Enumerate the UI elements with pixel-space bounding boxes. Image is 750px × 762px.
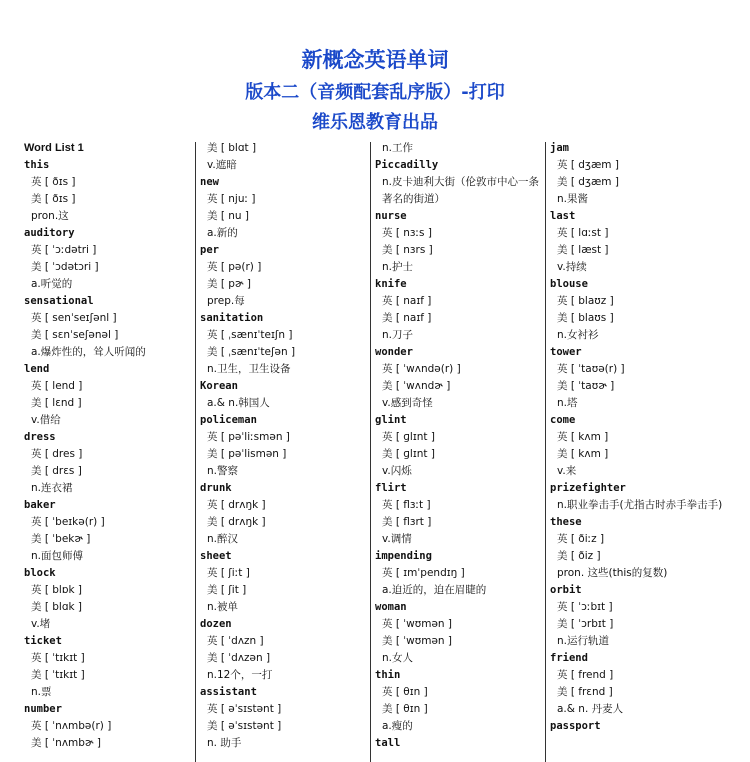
pronunciation: 美 [ ˈwʌndɚ ] — [382, 380, 451, 392]
pronunciation: 英 [ pə(r) ] — [207, 261, 262, 273]
vocab-word: passport — [550, 720, 601, 732]
pronunciation: 英 [ ˈwʊmən ] — [382, 618, 453, 630]
pronunciation: 英 [ ˈdʌzn ] — [207, 635, 264, 647]
pronunciation: 美 [ læst ] — [557, 244, 609, 256]
definition: n.运行轨道 — [557, 635, 609, 647]
vocab-word: thin — [375, 669, 401, 681]
definition: v.闪烁 — [382, 465, 412, 477]
word-list-heading: Word List 1 — [24, 142, 84, 154]
pronunciation: 英 [ ʃiːt ] — [207, 567, 250, 579]
pronunciation: 美 [ drʌŋk ] — [207, 516, 266, 528]
definition: a.新的 — [207, 227, 238, 239]
pronunciation: 美 [ ˈtaʊɚ ] — [557, 380, 615, 392]
definition: n.被单 — [207, 601, 238, 613]
definition: n.醉汉 — [207, 533, 238, 545]
pronunciation: 美 [ θɪn ] — [382, 703, 428, 715]
pronunciation: 英 [ ðɪs ] — [31, 176, 76, 188]
pronunciation: 美 [ blɑt ] — [207, 142, 257, 154]
vocab-word: sanitation — [200, 312, 264, 324]
word-column-2 — [200, 140, 366, 750]
vocab-word: sheet — [200, 550, 232, 562]
vocab-word: flirt — [375, 482, 407, 494]
definition: n.护士 — [382, 261, 413, 273]
vocab-word: number — [24, 703, 62, 715]
pronunciation: 英 [ ðiːz ] — [557, 533, 605, 545]
pronunciation: 美 [ frɛnd ] — [557, 686, 613, 698]
definition: a.瘦的 — [382, 720, 413, 732]
pronunciation: 英 [ ˈtɪkɪt ] — [31, 652, 85, 664]
vocab-word: last — [550, 210, 576, 222]
definition: prep.每 — [207, 295, 245, 307]
vocab-word: per — [200, 244, 219, 256]
pronunciation: 英 [ dʒæm ] — [557, 159, 619, 171]
pronunciation: 美 [ ˈnʌmbɚ ] — [31, 737, 101, 749]
vocab-word: auditory — [24, 227, 75, 239]
definition: n.塔 — [557, 397, 578, 409]
vocab-word: policeman — [200, 414, 257, 426]
definition: a.迫近的，迫在眉睫的 — [382, 584, 487, 596]
vocab-word: knife — [375, 278, 407, 290]
pronunciation: 美 [ blɑk ] — [31, 601, 83, 613]
pronunciation: 美 [ nu ] — [207, 210, 250, 222]
pronunciation: 美 [ nɜrs ] — [382, 244, 433, 256]
definition: v.堵 — [31, 618, 51, 630]
pronunciation: 英 [ naɪf ] — [382, 295, 432, 307]
definition: n.工作 — [382, 142, 413, 154]
vocab-word: tall — [375, 737, 401, 749]
vocab-word: friend — [550, 652, 588, 664]
pronunciation: 英 [ flɜːt ] — [382, 499, 431, 511]
vocab-word: tower — [550, 346, 582, 358]
pronunciation: 英 [ ˈɔːdətri ] — [31, 244, 97, 256]
definition: a.& n. 丹麦人 — [557, 703, 624, 715]
document-subtitle: 版本二（音频配套乱序版）-打印 — [245, 82, 505, 103]
vocab-word: new — [200, 176, 219, 188]
pronunciation: 英 [ lɑːst ] — [557, 227, 609, 239]
vocab-word: baker — [24, 499, 56, 511]
vocab-word: dress — [24, 431, 56, 443]
vocab-word: sensational — [24, 295, 94, 307]
definition: n.12个，一打 — [207, 669, 273, 681]
vocab-word: glint — [375, 414, 407, 426]
pronunciation: 美 [ kʌm ] — [557, 448, 609, 460]
definition: n.警察 — [207, 465, 238, 477]
vocab-word: block — [24, 567, 56, 579]
vocab-word: prizefighter — [550, 482, 626, 494]
vocab-word: wonder — [375, 346, 413, 358]
vocab-word: Korean — [200, 380, 238, 392]
pronunciation: 美 [ ˈdʌzən ] — [207, 652, 271, 664]
pronunciation: 英 [ θɪn ] — [382, 686, 428, 698]
pronunciation: 英 [ lend ] — [31, 380, 83, 392]
column-divider — [545, 142, 546, 762]
vocab-word: blouse — [550, 278, 588, 290]
definition: n. 助手 — [207, 737, 242, 749]
vocab-word: come — [550, 414, 576, 426]
vocab-word: woman — [375, 601, 407, 613]
definition: v.遮暗 — [207, 159, 237, 171]
definition: a.爆炸性的，耸人听闻的 — [31, 346, 146, 358]
definition: n.果酱 — [557, 193, 588, 205]
pronunciation: 美 [ pəˈlismən ] — [207, 448, 287, 460]
pronunciation: 美 [ ðiz ] — [557, 550, 601, 562]
pronunciation: 英 [ pəˈliːsmən ] — [207, 431, 290, 443]
vocab-word: drunk — [200, 482, 232, 494]
pronunciation: 英 [ ɡlɪnt ] — [382, 431, 435, 443]
pronunciation: 英 [ senˈseɪʃənl ] — [31, 312, 117, 324]
pronunciation: 美 [ drɛs ] — [31, 465, 82, 477]
pronunciation: 美 [ ʃit ] — [207, 584, 247, 596]
pronunciation: 英 [ dres ] — [31, 448, 83, 460]
pronunciation: 英 [ ˈbeɪkə(r) ] — [31, 516, 105, 528]
definition: n.皮卡迪利大街（伦敦市中心一条著名的街道） — [382, 176, 539, 205]
definition: n.刀子 — [382, 329, 413, 341]
pronunciation: 英 [ nɜːs ] — [382, 227, 432, 239]
word-list-columns — [0, 140, 750, 750]
definition: pron.这 — [31, 210, 69, 222]
vocab-word: this — [24, 159, 50, 171]
definition: v.来 — [557, 465, 577, 477]
definition: n.面包师傅 — [31, 550, 83, 562]
definition: a.听觉的 — [31, 278, 73, 290]
vocab-word: orbit — [550, 584, 582, 596]
pronunciation: 美 [ pɚ ] — [207, 278, 251, 290]
column-divider — [195, 142, 196, 762]
definition: n.女人 — [382, 652, 413, 664]
pronunciation: 美 [ əˈsɪstənt ] — [207, 720, 282, 732]
pronunciation: 英 [ ˈwʌndə(r) ] — [382, 363, 461, 375]
vocab-word: jam — [550, 142, 569, 154]
word-column-3 — [375, 140, 541, 750]
definition: n.职业拳击手(尤指古时赤手拳击手) — [557, 499, 723, 511]
pronunciation: 美 [ ˌsænɪˈteʃən ] — [207, 346, 296, 358]
pronunciation: 美 [ naɪf ] — [382, 312, 432, 324]
vocab-word: ticket — [24, 635, 62, 647]
vocab-word: Piccadilly — [375, 159, 439, 171]
word-column-4 — [550, 140, 730, 750]
pronunciation: 英 [ blaʊz ] — [557, 295, 614, 307]
definition: v.持续 — [557, 261, 587, 273]
pronunciation: 美 [ ˈbekɚ ] — [31, 533, 91, 545]
word-column-1 — [24, 140, 192, 750]
definition: pron. 这些(this的复数) — [557, 567, 668, 579]
definition: v.借给 — [31, 414, 61, 426]
pronunciation: 英 [ ˈtaʊə(r) ] — [557, 363, 625, 375]
pronunciation: 英 [ əˈsɪstənt ] — [207, 703, 282, 715]
pronunciation: 英 [ kʌm ] — [557, 431, 609, 443]
pronunciation: 美 [ ɡlɪnt ] — [382, 448, 435, 460]
pronunciation: 美 [ ðɪs ] — [31, 193, 76, 205]
pronunciation: 英 [ njuː ] — [207, 193, 256, 205]
vocab-word: impending — [375, 550, 432, 562]
pronunciation: 美 [ ˈɔdətɔri ] — [31, 261, 99, 273]
vocab-word: dozen — [200, 618, 232, 630]
pronunciation: 美 [ blaʊs ] — [557, 312, 614, 324]
definition: v.感到奇怪 — [382, 397, 433, 409]
pronunciation: 美 [ lɛnd ] — [31, 397, 82, 409]
definition: n.票 — [31, 686, 52, 698]
definition: v.调情 — [382, 533, 412, 545]
pronunciation: 英 [ frend ] — [557, 669, 614, 681]
vocab-word: nurse — [375, 210, 407, 222]
definition: n.女衬衫 — [557, 329, 599, 341]
definition: n.卫生，卫生设备 — [207, 363, 291, 375]
pronunciation: 美 [ ˈwʊmən ] — [382, 635, 453, 647]
vocab-word: these — [550, 516, 582, 528]
pronunciation: 美 [ flɜrt ] — [382, 516, 432, 528]
vocab-word: lend — [24, 363, 50, 375]
pronunciation: 美 [ dʒæm ] — [557, 176, 619, 188]
column-divider — [370, 142, 371, 762]
pronunciation: 英 [ blɒk ] — [31, 584, 83, 596]
pronunciation: 美 [ sɛnˈseʃənəl ] — [31, 329, 119, 341]
pronunciation: 英 [ ˈɔːbɪt ] — [557, 601, 613, 613]
vocab-word: assistant — [200, 686, 257, 698]
pronunciation: 英 [ ɪmˈpendɪŋ ] — [382, 567, 465, 579]
pronunciation: 英 [ drʌŋk ] — [207, 499, 266, 511]
pronunciation: 美 [ ˈtɪkɪt ] — [31, 669, 85, 681]
pronunciation: 英 [ ˈnʌmbə(r) ] — [31, 720, 112, 732]
document-title: 新概念英语单词 — [301, 48, 449, 72]
definition: n.连衣裙 — [31, 482, 73, 494]
definition: a.& n.韩国人 — [207, 397, 270, 409]
pronunciation: 英 [ ˌsænɪˈteɪʃn ] — [207, 329, 293, 341]
pronunciation: 美 [ ˈɔrbɪt ] — [557, 618, 614, 630]
document-publisher: 维乐恩教育出品 — [312, 112, 438, 133]
